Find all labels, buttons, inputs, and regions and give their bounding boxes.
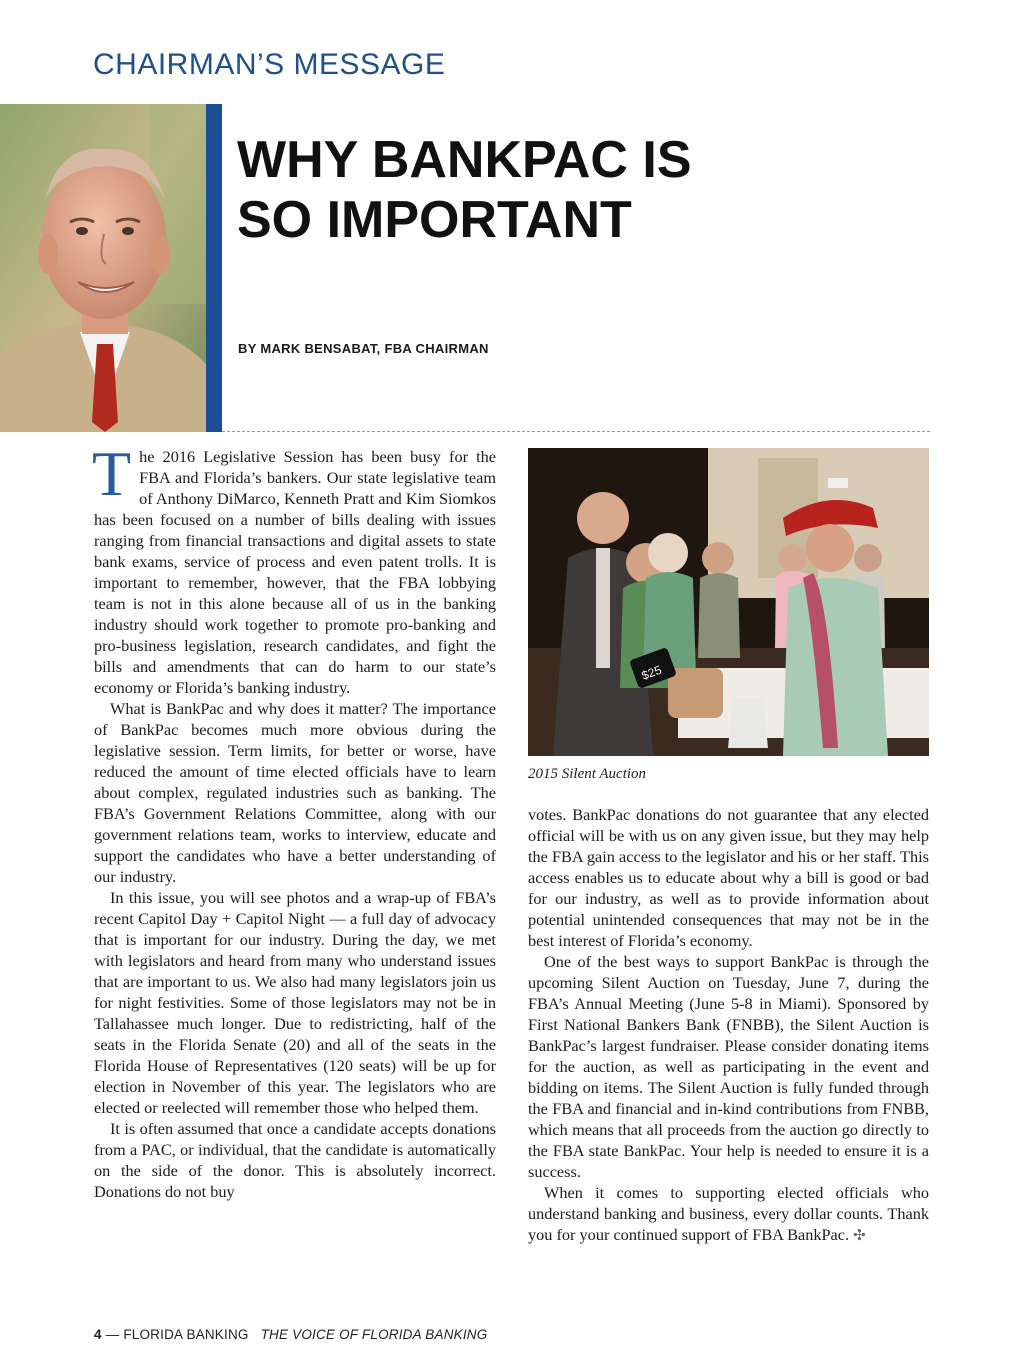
publication-name: FLORIDA BANKING — [123, 1327, 249, 1342]
divider — [222, 431, 930, 432]
drop-cap: T — [92, 438, 132, 509]
end-mark-icon: ✣ — [853, 1228, 866, 1244]
paragraph: In this issue, you will see photos and a wrap-up of FBA’s recent Capitol Day + Capitol Night — a full day of advocacy that is important for our industry. During the day, we met with legislators and heard from many who understand issues that are important to us. We also had many legislators join us for night festivities. Some of those legislators may not be in Tallahassee much longer. Due to redistricting, half of the seats in the Florida Senate (20) and all of the seats in the Florida House of Representatives (120 seats) will be up for election in November of this year. The legislators who are elected or reelected will remember those who helped them. — [94, 888, 496, 1117]
headline-line-1: WHY BANKPAC IS — [237, 131, 692, 189]
article-headline — [237, 130, 797, 250]
headline-line-2: SO IMPORTANT — [237, 191, 632, 249]
exit-sign — [828, 478, 848, 488]
article-right-column — [528, 804, 929, 1247]
article-left-column — [92, 438, 496, 1202]
photo-caption: 2015 Silent Auction — [528, 766, 647, 782]
paragraph-text: he 2016 Legislative Session has been busy for the FBA and Florida’s bankers. Our state legislative team of Anthony DiMarco, Kenneth Pratt and Kim Siomkos has been focused on a number of bills dealing with issues ranging from financial transactions and digital assets to state bank exams, service of process and even patent trolls. It is important to remember, however, that the FBA lobbying team is not in this alone because all of us in the banking industry should work together to promote pro-banking and pro-business legislation, research candidates, and fight the bills and amendments that can do harm to our state’s economy or Florida’s banking industry. — [94, 447, 496, 697]
event-photo — [528, 448, 929, 756]
paragraph: One of the best ways to support BankPac is through the upcoming Silent Auction on Tuesday, June 7, during the FBA’s Annual Meeting (June 5-8 in Miami). Sponsored by First National Bankers Bank (FNBB), the Silent Auction is BankPac’s largest fundraiser. Please consider donating items for the auction, as well as participating in the event and bidding on items. The Silent Auction is fully funded through the FBA and financial and in-kind contributions from FNBB, which means that all proceeds from the auction go directly to the FBA state BankPac. Your help is needed to ensure it is a success. — [528, 952, 929, 1181]
byline: BY MARK BENSABAT, FBA CHAIRMAN — [238, 341, 489, 356]
paragraph: It is often assumed that once a candidate accepts donations from a PAC, or individual, that the candidate is automatically on the side of the donor. This is absolutely incorrect. Donations do not buy — [94, 1119, 496, 1201]
author-portrait — [0, 104, 206, 432]
section-label: CHAIRMAN’S MESSAGE — [93, 48, 446, 81]
paragraph — [92, 438, 496, 698]
page-number: 4 — [94, 1327, 102, 1342]
price-sign-text: $25 — [639, 662, 664, 683]
paragraph: What is BankPac and why does it matter? The importance of BankPac becomes much more obvious during the legislative session. Term limits, for better or worse, have reduced the amount of time elected officials have to learn about complex, regulated industries such as banking. The FBA’s Government Relations Committee, along with our government relations team, works to interview, educate and support the candidates who have a better understanding of our industry. — [94, 699, 496, 886]
paragraph — [528, 1182, 929, 1247]
handbag — [668, 668, 723, 718]
publication-tagline: THE VOICE OF FLORIDA BANKING — [260, 1327, 488, 1342]
page-footer — [94, 1327, 487, 1342]
accent-bar — [206, 104, 222, 432]
paragraph: votes. BankPac donations do not guarantee that any elected official will be with us on any given issue, but they may help the FBA gain access to the legislator and his or her staff. This access enables us to educate about why a bill is good or bad for our industry, as well as to provide information about potential unintended consequences that may not be in the best interest of Florida’s economy. — [528, 805, 929, 950]
paragraph-text: When it comes to supporting elected officials who understand banking and business, every dollar counts. Thank you for your continued support of FBA BankPac. — [528, 1183, 929, 1244]
footer-separator: — — [105, 1327, 120, 1342]
